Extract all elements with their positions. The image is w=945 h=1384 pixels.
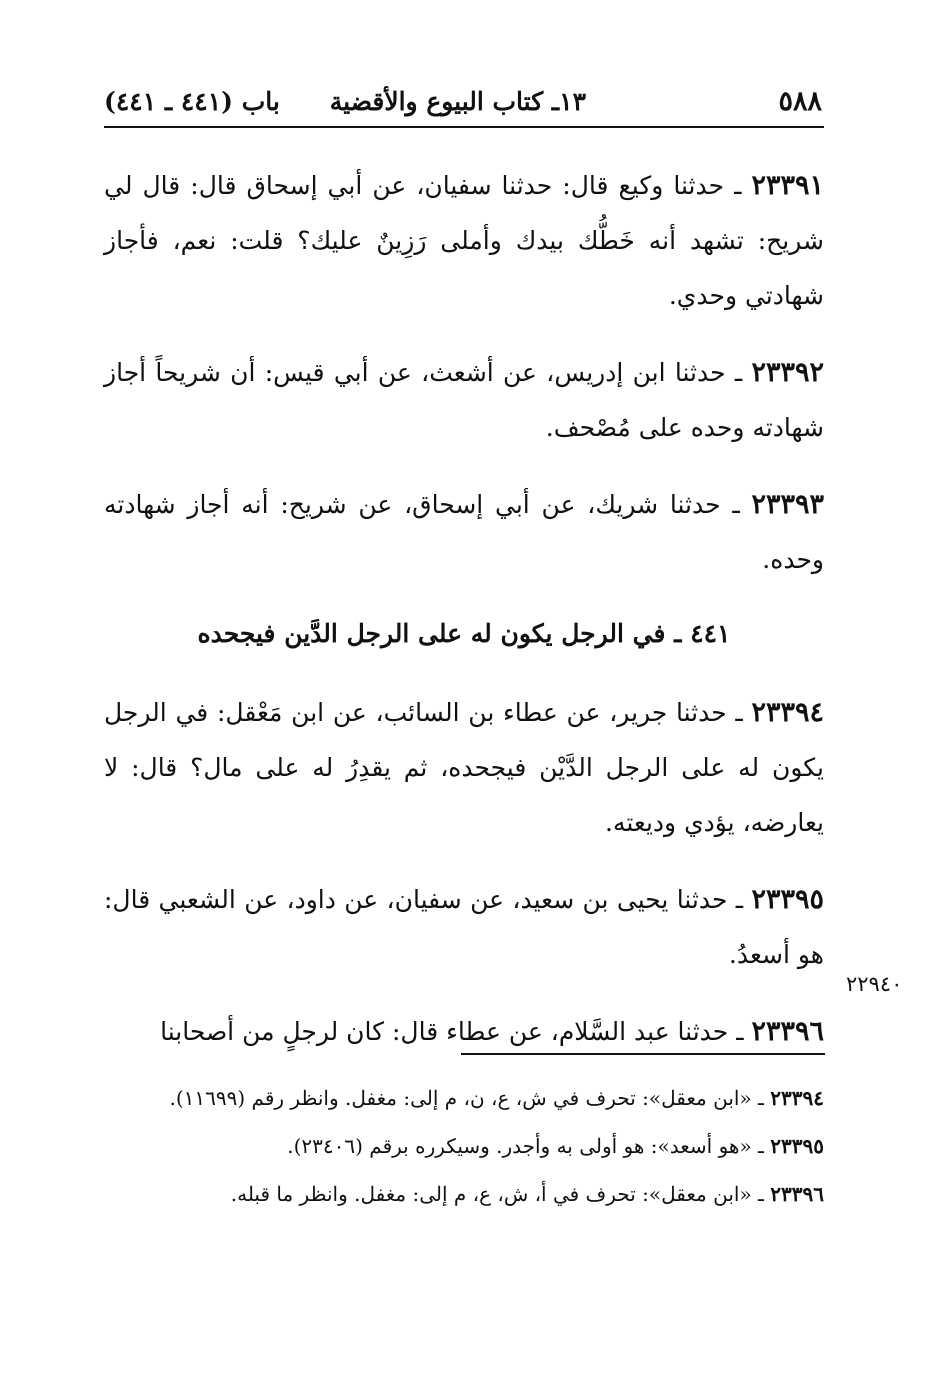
footnote xyxy=(104,1176,824,1212)
hadith-number: ٢٣٣٩١ xyxy=(751,170,824,201)
page-number: ٥٨٨ xyxy=(778,86,822,117)
main-text xyxy=(104,158,824,1081)
hadith-text: ـ حدثنا يحيى بن سعيد، عن سفيان، عن داود، عن الشعبي قال: هو أسعدُ. xyxy=(104,885,824,969)
footnote xyxy=(104,1128,824,1164)
page-header xyxy=(104,84,822,124)
section-heading: ٤٤١ ـ في الرجل يكون له على الرجل الدَّين فيجحده xyxy=(197,619,731,648)
hadith-text: ـ حدثنا ابن إدريس، عن أشعث، عن أبي قيس: أن شريحاً أجاز شهادته وحده على مُصْحف. xyxy=(104,358,824,442)
hadith-number: ٢٣٣٩٦ xyxy=(751,1016,824,1047)
footnote-number: ٢٣٣٩٤ xyxy=(770,1086,824,1110)
hadith-entry xyxy=(104,1004,824,1059)
margin-reference-number: ٢٢٩٤٠ xyxy=(846,972,903,996)
hadith-entry xyxy=(104,158,824,323)
hadith-entry xyxy=(104,345,824,455)
hadith-text: ـ حدثنا وكيع قال: حدثنا سفيان، عن أبي إسحاق قال: قال لي شريح: تشهد أنه خَطُّك بيدك وأملى رَزِينٌ عليك؟ قلت: نعم، فأجاز شهادتي وحدي. xyxy=(104,171,824,310)
hadith-number: ٢٣٣٩٢ xyxy=(751,357,824,388)
header-rule xyxy=(104,126,824,128)
footnotes xyxy=(104,1080,824,1224)
hadith-text: ـ حدثنا عبد السَّلام، عن عطاء قال: كان لرجلٍ من أصحابنا xyxy=(160,1017,752,1046)
footnote-text: ـ «هو أسعد»: هو أولى به وأجدر. وسيكرره برقم (٢٣٤٠٦). xyxy=(287,1134,771,1158)
footnote-text: ـ «ابن معقل»: تحرف في أ، ش، ع، م إلى: مغفل. وانظر ما قبله. xyxy=(230,1182,771,1206)
hadith-text: ـ حدثنا جرير، عن عطاء بن السائب، عن ابن مَعْقل: في الرجل يكون له على الرجل الدَّيْن فيجحده، ثم يقدِرُ له على مال؟ قال: لا يعارضه، يؤدي وديعته. xyxy=(104,698,824,837)
chapter-reference: باب (٤٤١ ـ ٤٤١) xyxy=(104,87,280,116)
hadith-number: ٢٣٣٩٥ xyxy=(751,884,824,915)
hadith-entry xyxy=(104,685,824,850)
hadith-number: ٢٣٣٩٤ xyxy=(751,697,824,728)
footnote-text: ـ «ابن معقل»: تحرف في ش، ع، ن، م إلى: مغفل. وانظر رقم (١١٦٩٩). xyxy=(169,1086,771,1110)
footnote-number: ٢٣٣٩٥ xyxy=(770,1134,824,1158)
footnote-separator xyxy=(461,1053,825,1055)
footnote xyxy=(104,1080,824,1116)
hadith-entry xyxy=(104,872,824,982)
hadith-number: ٢٣٣٩٣ xyxy=(751,489,824,520)
footnote-number: ٢٣٣٩٦ xyxy=(770,1182,824,1206)
hadith-entry xyxy=(104,477,824,587)
running-title: ١٣ـ كتاب البيوع والأقضية xyxy=(329,87,586,116)
hadith-text: ـ حدثنا شريك، عن أبي إسحاق، عن شريح: أنه أجاز شهادته وحده. xyxy=(104,490,824,574)
